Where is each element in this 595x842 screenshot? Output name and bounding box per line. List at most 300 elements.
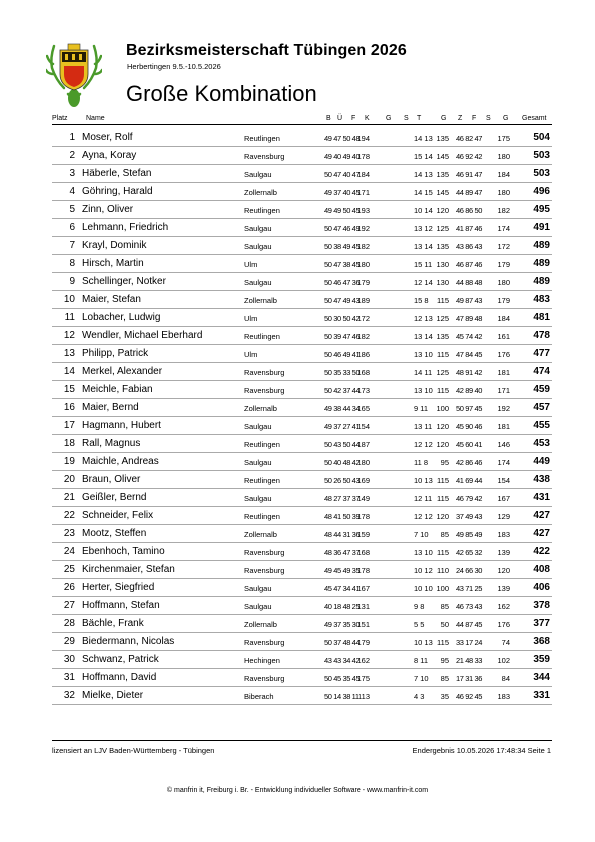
club-cell: Saulgau — [244, 169, 272, 179]
name-cell: Herter, Siegfried — [82, 581, 155, 593]
shooting-total-cell: 178 — [357, 511, 370, 521]
st-total-cell: 125 — [436, 313, 449, 323]
total-cell: 408 — [533, 563, 550, 575]
zfs-scores-cell: 33 17 24 — [456, 637, 482, 647]
club-cell: Saulgau — [244, 583, 272, 593]
st-scores-cell: 14 11 — [414, 367, 433, 377]
st-scores-cell: 14 13 — [414, 169, 433, 179]
col-s: S — [404, 115, 409, 122]
table-row — [52, 615, 552, 633]
shooting-total-cell: 184 — [357, 169, 370, 179]
rank-cell: 15 — [63, 383, 75, 395]
name-cell: Göhring, Harald — [82, 185, 153, 197]
st-total-cell: 95 — [440, 457, 449, 467]
rank-cell: 19 — [63, 455, 75, 467]
rank-cell: 4 — [69, 185, 75, 197]
name-cell: Biedermann, Nicolas — [82, 635, 175, 647]
shooting-total-cell: 167 — [357, 583, 370, 593]
name-cell: Merkel, Alexander — [82, 365, 163, 377]
st-total-cell: 145 — [436, 151, 449, 161]
club-cell: Ravensburg — [244, 637, 285, 647]
total-cell: 477 — [533, 347, 550, 359]
table-row — [52, 345, 552, 363]
name-cell: Schneider, Felix — [82, 509, 154, 521]
zfs-scores-cell: 24 66 30 — [456, 565, 482, 575]
st-scores-cell: 12 11 — [414, 493, 433, 503]
st-scores-cell: 8 11 — [414, 655, 429, 665]
st-scores-cell: 9 8 — [414, 601, 425, 611]
st-scores-cell: 14 15 — [414, 187, 433, 197]
name-cell: Lobacher, Ludwig — [82, 311, 161, 323]
shooting-total-cell: 178 — [357, 151, 370, 161]
zfs-scores-cell: 37 49 43 — [456, 511, 482, 521]
club-cell: Reutlingen — [244, 205, 280, 215]
st-total-cell: 115 — [437, 493, 449, 503]
table-row — [52, 507, 552, 525]
zfs-total-cell: 139 — [497, 583, 510, 593]
name-cell: Schwanz, Patrick — [82, 653, 159, 665]
table-row — [52, 309, 552, 327]
shooting-scores-cell: 50 46 47 36 — [324, 277, 360, 287]
name-cell: Maier, Stefan — [82, 293, 141, 305]
club-cell: Saulgau — [244, 457, 272, 467]
shooting-scores-cell: 50 40 48 42 — [324, 457, 360, 467]
rank-cell: 7 — [69, 239, 75, 251]
shooting-total-cell: 168 — [357, 547, 370, 557]
rank-cell: 23 — [63, 527, 75, 539]
software-credit: © manfrin it, Freiburg i. Br. - Entwicklung individueller Software - www.manfrin-it.com — [166, 787, 429, 794]
table-row — [52, 381, 552, 399]
club-cell: Reutlingen — [244, 511, 280, 521]
shooting-scores-cell: 50 37 48 44 — [324, 637, 360, 647]
club-cell: Saulgau — [244, 223, 272, 233]
zfs-total-cell: 184 — [497, 313, 510, 323]
name-cell: Rall, Magnus — [82, 437, 141, 449]
club-cell: Reutlingen — [244, 439, 280, 449]
competition-heading: Große Kombination — [126, 81, 317, 106]
zfs-scores-cell: 42 65 32 — [456, 547, 482, 557]
page-title: Bezirksmeisterschaft Tübingen 2026 — [126, 42, 407, 59]
shooting-scores-cell: 50 47 40 47 — [324, 169, 360, 179]
col-platz: Platz — [52, 115, 68, 122]
zfs-scores-cell: 45 90 46 — [456, 421, 482, 431]
st-scores-cell: 10 12 — [414, 565, 433, 575]
zfs-scores-cell: 46 79 42 — [456, 493, 482, 503]
zfs-total-cell: 174 — [497, 223, 510, 233]
total-cell: 504 — [533, 131, 550, 143]
rank-cell: 13 — [63, 347, 75, 359]
shooting-total-cell: 113 — [358, 691, 370, 701]
shooting-scores-cell: 50 47 46 49 — [324, 223, 360, 233]
rank-cell: 27 — [63, 599, 75, 611]
total-cell: 406 — [533, 581, 550, 593]
total-cell: 483 — [533, 293, 550, 305]
shooting-scores-cell: 50 46 49 41 — [324, 349, 360, 359]
st-scores-cell: 13 14 — [414, 241, 433, 251]
st-scores-cell: 7 10 — [414, 673, 429, 683]
club-cell: Zollernalb — [244, 187, 277, 197]
total-cell: 478 — [533, 329, 550, 341]
zfs-total-cell: 162 — [497, 601, 510, 611]
st-scores-cell: 10 14 — [414, 205, 433, 215]
rank-cell: 8 — [69, 257, 75, 269]
table-row — [52, 255, 552, 273]
event-subtitle: Herbertingen 9.5.-10.5.2026 — [127, 62, 221, 71]
zfs-total-cell: 154 — [497, 475, 510, 485]
rank-cell: 25 — [63, 563, 75, 575]
club-cell: Ravensburg — [244, 151, 285, 161]
st-scores-cell: 13 10 — [414, 547, 433, 557]
st-total-cell: 135 — [436, 241, 449, 251]
rank-cell: 6 — [69, 221, 75, 233]
shooting-scores-cell: 49 49 50 45 — [324, 205, 360, 215]
shooting-scores-cell: 50 47 38 45 — [324, 259, 360, 269]
shooting-scores-cell: 49 37 35 30 — [324, 619, 360, 629]
st-scores-cell: 10 13 — [414, 475, 433, 485]
rank-cell: 1 — [69, 131, 75, 143]
club-cell: Saulgau — [244, 277, 272, 287]
total-cell: 449 — [533, 455, 550, 467]
st-total-cell: 100 — [436, 583, 449, 593]
zfs-total-cell: 161 — [497, 331, 510, 341]
col-u: Ü — [337, 115, 343, 122]
shooting-total-cell: 180 — [357, 457, 370, 467]
table-row — [52, 327, 552, 345]
shooting-total-cell: 182 — [357, 331, 370, 341]
table-row — [52, 579, 552, 597]
rank-cell: 22 — [63, 509, 75, 521]
name-cell: Philipp, Patrick — [82, 347, 149, 359]
rank-cell: 30 — [63, 653, 75, 665]
shooting-total-cell: 182 — [357, 241, 370, 251]
st-total-cell: 135 — [436, 169, 449, 179]
total-cell: 377 — [533, 617, 550, 629]
name-cell: Braun, Oliver — [82, 473, 141, 485]
st-scores-cell: 13 10 — [414, 349, 433, 359]
zfs-total-cell: 179 — [497, 259, 510, 269]
shooting-scores-cell: 50 26 50 43 — [324, 475, 360, 485]
zfs-total-cell: 176 — [497, 619, 510, 629]
shooting-scores-cell: 49 40 49 40 — [324, 151, 360, 161]
col-z: Z — [458, 115, 463, 122]
col-name: Name — [86, 115, 105, 122]
st-scores-cell: 12 12 — [414, 511, 433, 521]
st-total-cell: 130 — [436, 259, 449, 269]
st-total-cell: 135 — [436, 133, 449, 143]
shooting-scores-cell: 40 18 48 25 — [324, 601, 360, 611]
total-cell: 457 — [533, 401, 550, 413]
shooting-scores-cell: 49 47 50 48 — [324, 133, 360, 143]
shooting-total-cell: 169 — [357, 475, 370, 485]
zfs-total-cell: 180 — [497, 187, 510, 197]
table-row — [52, 489, 552, 507]
st-scores-cell: 11 8 — [414, 457, 429, 467]
col-f: F — [351, 115, 356, 122]
table-row — [52, 165, 552, 183]
table-row — [52, 561, 552, 579]
col-f2: F — [472, 115, 477, 122]
col-g2: G — [441, 115, 447, 122]
shooting-total-cell: 186 — [357, 349, 370, 359]
st-total-cell: 115 — [437, 385, 449, 395]
zfs-total-cell: 183 — [497, 691, 510, 701]
st-total-cell: 115 — [437, 349, 449, 359]
st-total-cell: 115 — [437, 295, 449, 305]
results-table — [52, 129, 552, 705]
club-cell: Zollernalb — [244, 295, 277, 305]
col-gesamt: Gesamt — [522, 115, 547, 122]
shooting-total-cell: 179 — [357, 277, 370, 287]
zfs-scores-cell: 46 87 46 — [456, 259, 482, 269]
shooting-scores-cell: 50 35 33 50 — [324, 367, 360, 377]
st-scores-cell: 15 11 — [414, 259, 433, 269]
total-cell: 489 — [533, 239, 550, 251]
total-cell: 422 — [533, 545, 550, 557]
total-cell: 455 — [533, 419, 550, 431]
shooting-scores-cell: 50 38 49 45 — [324, 241, 360, 251]
zfs-total-cell: 74 — [501, 637, 510, 647]
shooting-total-cell: 192 — [357, 223, 370, 233]
zfs-scores-cell: 42 89 40 — [456, 385, 482, 395]
zfs-scores-cell: 47 84 45 — [456, 349, 482, 359]
table-row — [52, 597, 552, 615]
shooting-total-cell: 159 — [357, 529, 370, 539]
club-cell: Ulm — [244, 349, 258, 359]
club-cell: Zollernalb — [244, 529, 277, 539]
total-cell: 378 — [533, 599, 550, 611]
zfs-scores-cell: 46 86 50 — [456, 205, 482, 215]
table-row — [52, 453, 552, 471]
st-scores-cell: 12 13 — [414, 313, 433, 323]
st-total-cell: 85 — [440, 673, 449, 683]
header-divider — [52, 124, 552, 125]
rank-cell: 32 — [63, 689, 75, 701]
zfs-total-cell: 172 — [497, 241, 510, 251]
st-total-cell: 135 — [436, 331, 449, 341]
club-cell: Saulgau — [244, 241, 272, 251]
zfs-total-cell: 171 — [497, 385, 510, 395]
st-total-cell: 130 — [436, 277, 449, 287]
shooting-total-cell: 180 — [357, 259, 370, 269]
name-cell: Mielke, Dieter — [82, 689, 144, 701]
zfs-scores-cell: 44 89 47 — [456, 187, 482, 197]
license-text: lizensiert an LJV Baden-Württemberg - Tübingen — [52, 746, 215, 755]
total-cell: 489 — [533, 275, 550, 287]
name-cell: Bächle, Frank — [82, 617, 144, 629]
total-cell: 496 — [533, 185, 550, 197]
zfs-scores-cell: 42 86 46 — [456, 457, 482, 467]
club-cell: Saulgau — [244, 601, 272, 611]
zfs-total-cell: 180 — [497, 277, 510, 287]
name-cell: Ebenhoch, Tamino — [82, 545, 165, 557]
name-cell: Hoffmann, Stefan — [82, 599, 160, 611]
table-row — [52, 417, 552, 435]
name-cell: Lehmann, Friedrich — [82, 221, 169, 233]
st-total-cell: 125 — [436, 367, 449, 377]
st-scores-cell: 12 12 — [414, 439, 433, 449]
club-cell: Ravensburg — [244, 547, 285, 557]
rank-cell: 24 — [63, 545, 75, 557]
shooting-total-cell: 179 — [357, 637, 370, 647]
rank-cell: 18 — [63, 437, 75, 449]
zfs-total-cell: 102 — [497, 655, 510, 665]
st-total-cell: 115 — [437, 475, 449, 485]
name-cell: Kirchenmaier, Stefan — [82, 563, 175, 575]
name-cell: Schellinger, Notker — [82, 275, 166, 287]
zfs-scores-cell: 46 91 47 — [456, 169, 482, 179]
name-cell: Wendler, Michael Eberhard — [82, 329, 203, 341]
shooting-total-cell: 154 — [357, 421, 370, 431]
shooting-total-cell: 149 — [357, 493, 370, 503]
name-cell: Maier, Bernd — [82, 401, 139, 413]
table-row — [52, 363, 552, 381]
shooting-scores-cell: 48 27 37 37 — [324, 493, 360, 503]
shooting-scores-cell: 45 47 34 41 — [324, 583, 360, 593]
name-cell: Hoffmann, David — [82, 671, 157, 683]
st-scores-cell: 7 10 — [414, 529, 429, 539]
st-total-cell: 115 — [437, 547, 449, 557]
zfs-scores-cell: 50 97 45 — [456, 403, 482, 413]
rank-cell: 29 — [63, 635, 75, 647]
col-s2: S — [486, 115, 491, 122]
club-cell: Ulm — [244, 313, 258, 323]
shooting-scores-cell: 43 43 34 42 — [324, 655, 360, 665]
zfs-total-cell: 174 — [497, 457, 510, 467]
zfs-scores-cell: 48 91 42 — [456, 367, 482, 377]
shooting-scores-cell: 50 45 35 45 — [324, 673, 360, 683]
table-row — [52, 399, 552, 417]
shooting-total-cell: 162 — [357, 655, 370, 665]
st-scores-cell: 13 10 — [414, 385, 433, 395]
shooting-scores-cell: 50 47 49 43 — [324, 295, 360, 305]
shooting-total-cell: 187 — [357, 439, 370, 449]
coat-of-arms-icon — [46, 40, 102, 110]
shooting-total-cell: 165 — [357, 403, 370, 413]
zfs-scores-cell: 46 92 45 — [456, 691, 482, 701]
zfs-total-cell: 184 — [497, 169, 510, 179]
club-cell: Reutlingen — [244, 133, 280, 143]
name-cell: Krayl, Dominik — [82, 239, 147, 251]
club-cell: Zollernalb — [244, 403, 277, 413]
total-cell: 438 — [533, 473, 550, 485]
st-scores-cell: 4 3 — [414, 691, 425, 701]
total-cell: 481 — [533, 311, 550, 323]
st-scores-cell: 15 8 — [414, 295, 429, 305]
table-row — [52, 471, 552, 489]
rank-cell: 11 — [64, 311, 75, 323]
rank-cell: 28 — [63, 617, 75, 629]
st-scores-cell: 13 14 — [414, 331, 433, 341]
name-cell: Häberle, Stefan — [82, 167, 152, 179]
total-cell: 344 — [533, 671, 550, 683]
table-row — [52, 543, 552, 561]
total-cell: 474 — [533, 365, 550, 377]
shooting-scores-cell: 50 14 38 11 — [324, 691, 359, 701]
col-g3: G — [503, 115, 509, 122]
rank-cell: 12 — [63, 329, 75, 341]
zfs-total-cell: 146 — [497, 439, 510, 449]
total-cell: 368 — [533, 635, 550, 647]
st-scores-cell: 13 12 — [414, 223, 433, 233]
club-cell: Saulgau — [244, 493, 272, 503]
rank-cell: 2 — [69, 149, 75, 161]
st-total-cell: 120 — [436, 439, 449, 449]
zfs-total-cell: 180 — [497, 151, 510, 161]
st-total-cell: 120 — [436, 421, 449, 431]
shooting-total-cell: 171 — [357, 187, 370, 197]
st-total-cell: 85 — [440, 601, 449, 611]
name-cell: Ayna, Koray — [82, 149, 137, 161]
shooting-total-cell: 131 — [357, 601, 370, 611]
zfs-scores-cell: 49 87 43 — [456, 295, 482, 305]
col-g1: G — [386, 115, 392, 122]
total-cell: 489 — [533, 257, 550, 269]
table-row — [52, 219, 552, 237]
table-row — [52, 183, 552, 201]
name-cell: Geißler, Bernd — [82, 491, 147, 503]
club-cell: Zollernalb — [244, 619, 277, 629]
zfs-scores-cell: 43 86 43 — [456, 241, 482, 251]
st-scores-cell: 12 14 — [414, 277, 433, 287]
shooting-scores-cell: 49 45 49 35 — [324, 565, 360, 575]
zfs-scores-cell: 43 71 25 — [456, 583, 482, 593]
zfs-scores-cell: 49 85 49 — [456, 529, 482, 539]
zfs-total-cell: 182 — [497, 205, 510, 215]
col-t: T — [417, 115, 422, 122]
name-cell: Meichle, Fabian — [82, 383, 153, 395]
table-row — [52, 291, 552, 309]
rank-cell: 17 — [63, 419, 75, 431]
shooting-scores-cell: 50 30 50 42 — [324, 313, 360, 323]
zfs-scores-cell: 45 60 41 — [456, 439, 482, 449]
name-cell: Mootz, Steffen — [82, 527, 147, 539]
shooting-scores-cell: 50 43 50 44 — [324, 439, 360, 449]
total-cell: 427 — [533, 509, 550, 521]
zfs-scores-cell: 17 31 36 — [456, 673, 482, 683]
zfs-total-cell: 120 — [497, 565, 510, 575]
shooting-scores-cell: 48 41 50 39 — [324, 511, 360, 521]
table-row — [52, 201, 552, 219]
st-total-cell: 35 — [440, 691, 449, 701]
shooting-scores-cell: 48 36 47 37 — [324, 547, 360, 557]
zfs-scores-cell: 46 92 42 — [456, 151, 482, 161]
zfs-scores-cell: 47 89 48 — [456, 313, 482, 323]
table-row — [52, 129, 552, 147]
table-row — [52, 651, 552, 669]
zfs-total-cell: 175 — [497, 133, 510, 143]
st-total-cell: 125 — [436, 223, 449, 233]
rank-cell: 16 — [63, 401, 75, 413]
st-total-cell: 50 — [440, 619, 449, 629]
zfs-total-cell: 192 — [497, 403, 510, 413]
st-scores-cell: 5 5 — [414, 619, 425, 629]
club-cell: Ulm — [244, 259, 258, 269]
name-cell: Hirsch, Martin — [82, 257, 144, 269]
footer-divider — [52, 740, 552, 741]
club-cell: Ravensburg — [244, 565, 285, 575]
shooting-total-cell: 168 — [357, 367, 370, 377]
total-cell: 331 — [533, 689, 550, 701]
table-row — [52, 525, 552, 543]
zfs-scores-cell: 21 48 33 — [456, 655, 482, 665]
st-total-cell: 145 — [436, 187, 449, 197]
club-cell: Reutlingen — [244, 331, 280, 341]
zfs-total-cell: 183 — [497, 529, 510, 539]
shooting-total-cell: 175 — [357, 673, 370, 683]
club-cell: Saulgau — [244, 421, 272, 431]
shooting-total-cell: 173 — [357, 385, 370, 395]
st-total-cell: 95 — [440, 655, 449, 665]
